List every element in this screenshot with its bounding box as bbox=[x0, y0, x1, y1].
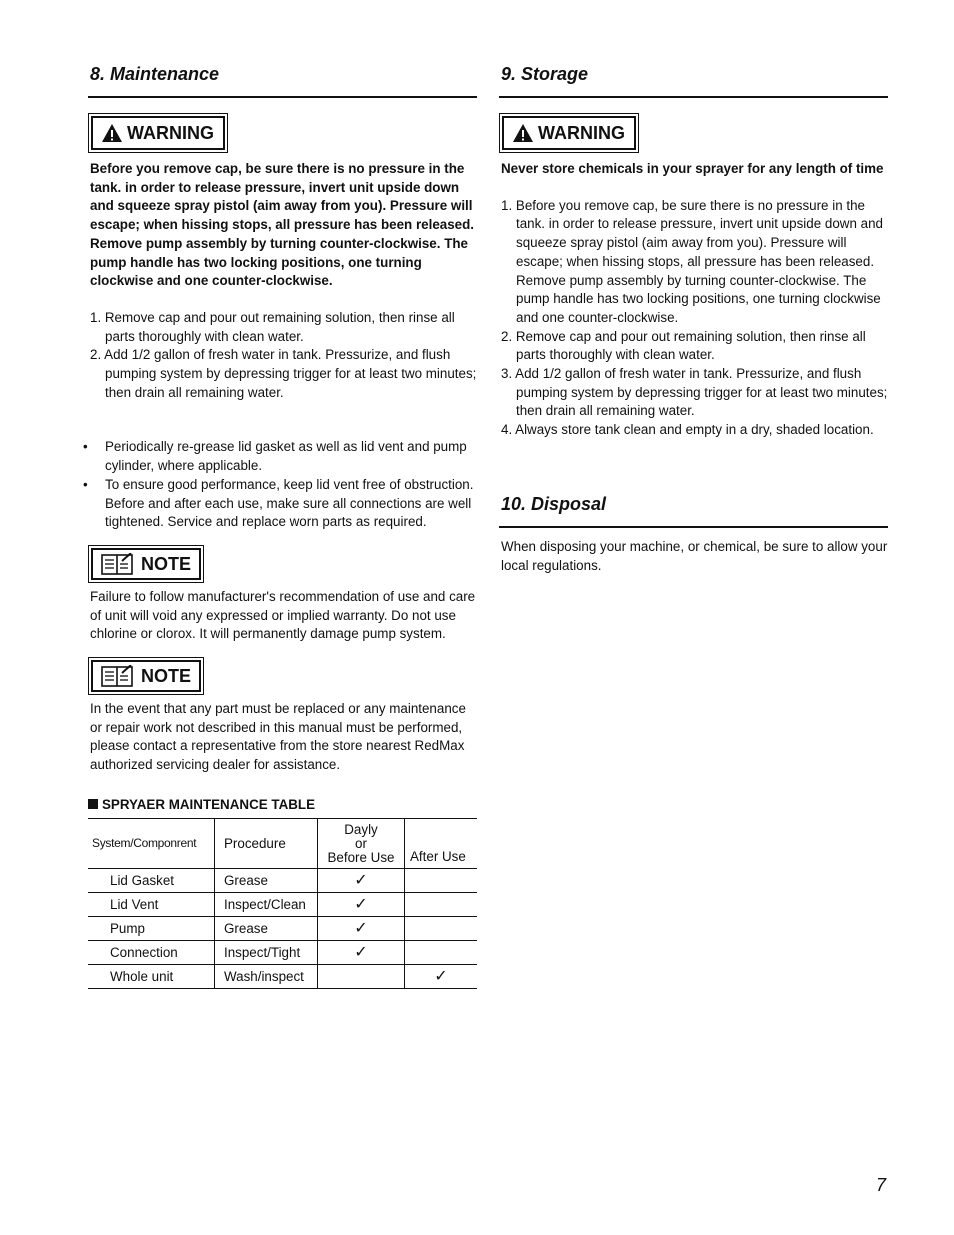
note-text: In the event that any part must be replaced or any maintenance or repair work not described in this manual must be performed, please contact a representative from the store nearest RedMax authorized servicing dealer for assistance. bbox=[90, 701, 466, 773]
disposal-title: 10. Disposal bbox=[499, 492, 888, 528]
cell-component: Lid Gasket bbox=[88, 868, 215, 892]
cell-component: Whole unit bbox=[88, 964, 215, 988]
list-item: • Periodically re-grease lid gasket as well as lid vent and pump cylinder, where applicable. bbox=[90, 438, 477, 475]
maintenance-title: 8. Maintenance bbox=[88, 62, 477, 98]
table-row bbox=[88, 940, 477, 964]
book-icon bbox=[101, 665, 133, 687]
cell-procedure: Grease bbox=[215, 916, 318, 940]
storage-section bbox=[499, 62, 888, 575]
cell-after-check bbox=[405, 892, 478, 916]
storage-title: 9. Storage bbox=[499, 62, 888, 98]
cell-component: Lid Vent bbox=[88, 892, 215, 916]
note-label: NOTE bbox=[141, 666, 192, 687]
storage-steps bbox=[501, 197, 888, 440]
warning-icon bbox=[512, 123, 534, 143]
table-row bbox=[88, 868, 477, 892]
header-after: After Use bbox=[405, 818, 478, 868]
disposal-text: When disposing your machine, or chemical, be sure to allow your local regulations. bbox=[501, 538, 888, 573]
square-bullet-icon bbox=[88, 799, 98, 809]
cell-procedure: Inspect/Tight bbox=[215, 940, 318, 964]
cell-before-check: ✓ bbox=[318, 868, 405, 892]
cell-before-check: ✓ bbox=[318, 940, 405, 964]
list-item: 2. Remove cap and pour out remaining solution, then rinse all parts thoroughly with clean water. bbox=[501, 328, 866, 363]
cell-after-check bbox=[405, 916, 478, 940]
table-title-text: SPRYAER MAINTENANCE TABLE bbox=[102, 796, 316, 812]
header-dayly-line: or bbox=[355, 836, 367, 852]
cell-component: Connection bbox=[88, 940, 215, 964]
list-item: 2. Add 1/2 gallon of fresh water in tank. Pressurize, and flush pumping system by depressing trigger for at least two minutes; then drain all remaining water. bbox=[90, 347, 477, 400]
table-row bbox=[88, 892, 477, 916]
header-dayly-line: Dayly bbox=[344, 822, 378, 838]
header-dayly bbox=[318, 818, 405, 868]
cell-procedure: Inspect/Clean bbox=[215, 892, 318, 916]
table-row bbox=[88, 916, 477, 940]
cell-procedure: Wash/inspect bbox=[215, 964, 318, 988]
book-icon bbox=[101, 553, 133, 575]
maintenance-table bbox=[88, 818, 477, 989]
page-number: 7 bbox=[876, 1175, 887, 1195]
cell-before-check: ✓ bbox=[318, 892, 405, 916]
cell-after-check: ✓ bbox=[405, 964, 478, 988]
storage-warning-text: Never store chemicals in your sprayer for any length of time bbox=[501, 161, 884, 176]
cell-procedure: Grease bbox=[215, 868, 318, 892]
maintenance-warning-text: Before you remove cap, be sure there is no pressure in the tank. in order to release pressure, invert unit upside down and squeeze spray pistol (aim away from you). Pressure will escape; when hissing stops, all pressure has been released. Remove pump assembly by turning counter-clockwise. The pump handle has two locking positions, one turning clockwise and one counter-clockwise. bbox=[90, 161, 475, 289]
warning-label: WARNING bbox=[538, 123, 625, 143]
list-item: 1. Before you remove cap, be sure there is no pressure in the tank. in order to release pressure, invert unit upside down and squeeze spray pistol (aim away from you). Pressure will escape; when hissing stops, all pressure has been released. Remove pump assembly by turning counter-clockwise. The pump handle has two locking positions, one turning clockwise and one counter-clockwise. bbox=[501, 197, 883, 325]
cell-after-check bbox=[405, 940, 478, 964]
note-label: NOTE bbox=[141, 553, 192, 574]
table-header-row bbox=[88, 818, 477, 868]
header-procedure: Procedure bbox=[215, 818, 318, 868]
maintenance-steps bbox=[90, 309, 477, 403]
list-item: 3. Add 1/2 gallon of fresh water in tank. Pressurize, and flush pumping system by depressing trigger for at least two minutes; then drain all remaining water. bbox=[501, 366, 888, 419]
list-item: • To ensure good performance, keep lid vent free of obstruction. Before and after each use, make sure all connections are well tightened. Service and replace worn parts as required. bbox=[90, 476, 477, 532]
note-badge bbox=[91, 660, 201, 692]
header-component: System/Componrent bbox=[88, 818, 215, 868]
cell-before-check: ✓ bbox=[318, 916, 405, 940]
table-row bbox=[88, 964, 477, 988]
note-text: Failure to follow manufacturer's recommendation of use and care of unit will void any expressed or implied warranty. Do not use chlorine or clorox. It will permanently damage pump system. bbox=[90, 588, 476, 642]
maintenance-bullets bbox=[90, 438, 477, 532]
note-badge bbox=[91, 548, 201, 580]
storage-warning-badge bbox=[502, 116, 636, 150]
list-item: 1. Remove cap and pour out remaining solution, then rinse all parts thoroughly with clean water. bbox=[90, 309, 455, 344]
cell-after-check bbox=[405, 868, 478, 892]
list-item: 4. Always store tank clean and empty in a dry, shaded location. bbox=[501, 422, 874, 438]
cell-component: Pump bbox=[88, 916, 215, 940]
warning-label: WARNING bbox=[127, 123, 214, 143]
maintenance-section bbox=[88, 62, 477, 989]
header-dayly-line: Before Use bbox=[327, 850, 395, 866]
warning-icon bbox=[101, 123, 123, 143]
table-title bbox=[88, 797, 477, 812]
cell-before-check bbox=[318, 964, 405, 988]
maintenance-warning-badge bbox=[91, 116, 225, 150]
